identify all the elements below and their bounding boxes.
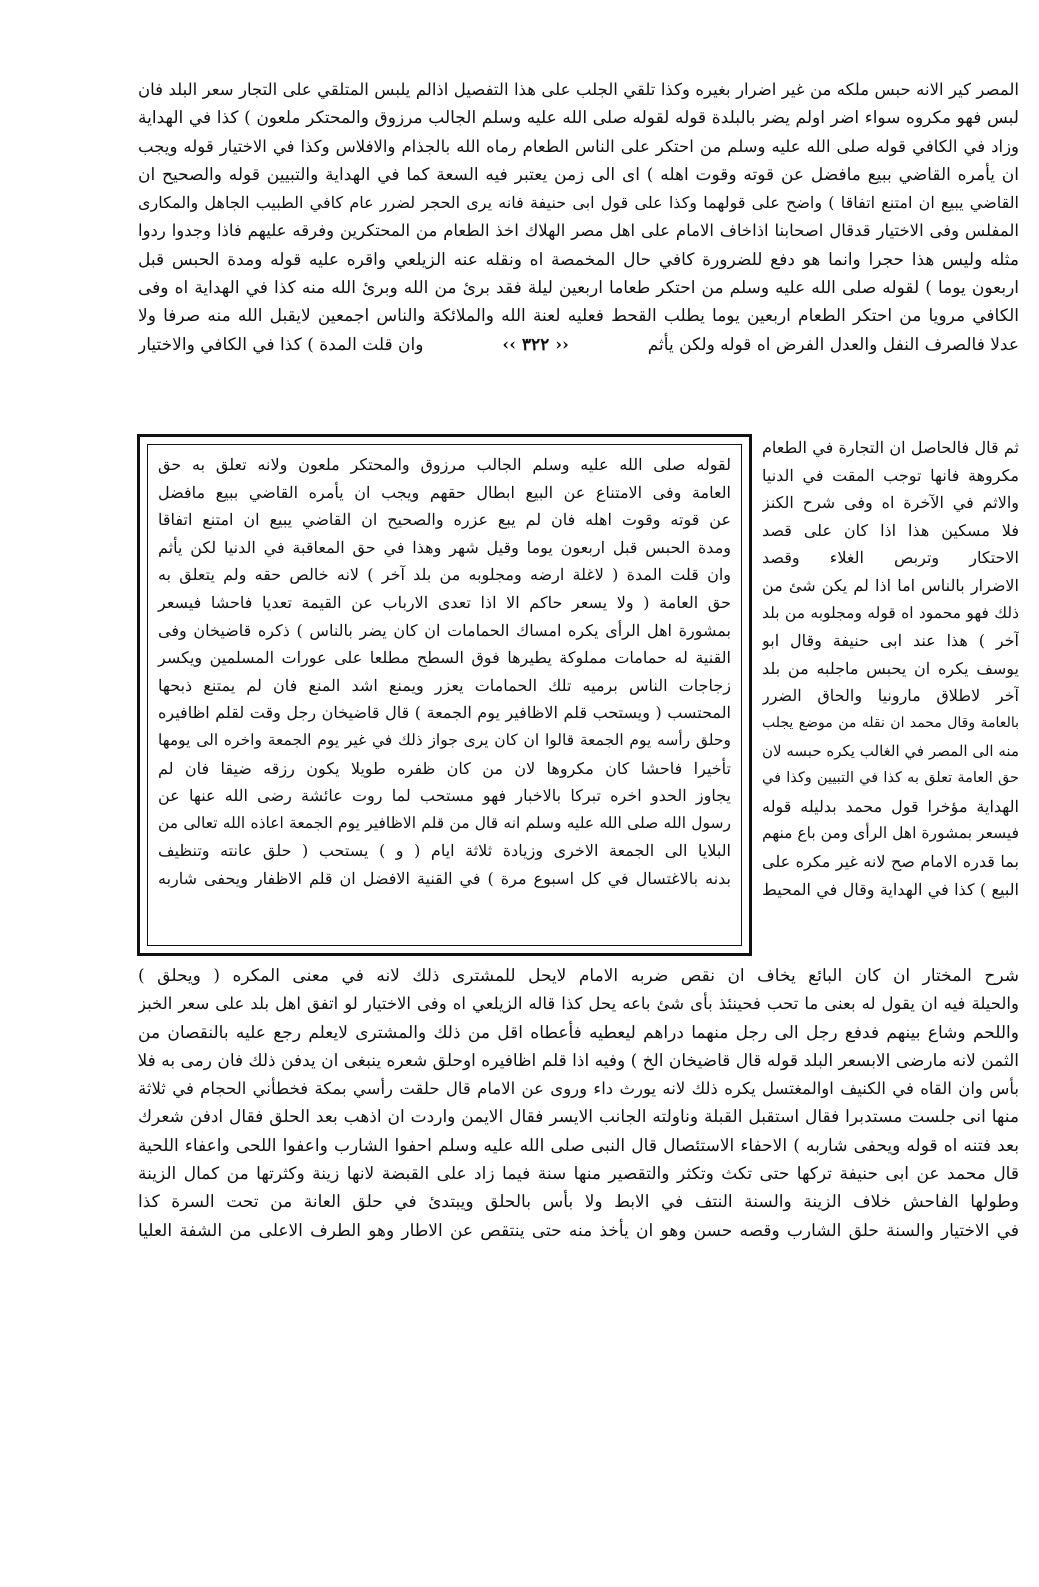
text-line: فلا مسكين هذا اذا كان على قصد	[762, 520, 1019, 540]
text-line: مكروهة فانها توجب المقت في الدنيا	[762, 465, 1019, 485]
header-left-text: وان قلت المدة ) كذا في الكافي والاختيار	[138, 334, 424, 355]
text-line: المفلس وفى الاختيار قدقال اصحابنا اذاخاف الامام على اهل مصر الهلاك اخذ الطعام من المحتكرين وفرقه عليهم فاذا وجدوا ردوا	[138, 221, 1019, 241]
text-line: بأس وان القاه في الكنيف اوالمغتسل يكره ذلك لانه يورث داء وروى عن الامام قال حلقت رأسي بمكة فخطأني الحجام في ثلاثة	[138, 1079, 1019, 1099]
text-line: الثمن لانه مارضى الابسعر البلد قوله قال قاضيخان الخ ) وفيه اذا قلم اظافيره اوحلق شعره ينبغى ان يدفن ذلك فان رمى به فلا	[138, 1050, 1019, 1071]
text-line: والاثم في الآخرة اه وفى شرح الكنز	[762, 493, 1019, 513]
text-line: العامة وفى الامتناع عن البيع ابطال حقهم ويجب ان يأمره القاضي ببيع مافضل	[158, 482, 731, 502]
text-line: القاضي يبيع ان امتنع اتفاقا ) واضح على قولهما وكذا على قول ابى حنيفة فانه يرى الحجر لضرر عام كافي الطبيب الجاهل والمكارى	[138, 193, 1019, 213]
text-line: لقوله صلى الله عليه وسلم الجالب مرزوق والمحتكر ملعون ولانه تعلق به حق	[158, 455, 731, 474]
page-header-line	[138, 331, 1019, 359]
text-line: البيع ) كذا في الهداية وقال في المحيط	[762, 879, 1019, 899]
main-text-frame	[137, 434, 752, 956]
text-line: بدنه بالاغتسال في كل اسبوع مرة ) في القنية الافضل ان قلم الاظفار ويحفى شاربه	[158, 868, 731, 888]
text-line: حق العامة ( ولا يسعر حاكم الا اذا تعدى الارباب عن القيمة تعديا فاحشا فيسعر	[158, 592, 731, 612]
text-line: شرح المختار ان كان البائع يخاف ان نقص ضربه الامام لايحل للمشترى ذلك لانه في معنى المكره ( ويحلق )	[138, 966, 1019, 986]
text-line: منها انى جلست مستدبرا فقال استقبل القبلة وناولته الجانب الايسر فقال الايمن واردت ان اذهب بعد الحلق فقال ادفن شعرك	[138, 1107, 1019, 1128]
text-line: آخر لاطلاق مارونيا والحاق الضرر	[762, 686, 1019, 706]
text-line: منه الى المصر في الغالب يكره حبسه لان	[762, 741, 1019, 760]
text-line: القنية له حمامات مملوكة يطيرها فوق السطح مطلعا على عورات المسلمين ويكسر	[158, 648, 731, 668]
text-line: الهداية مؤخرا قول محمد بدليله قوله	[762, 796, 1019, 816]
top-commentary-block	[138, 76, 1019, 359]
text-line: زجاجات الناس برميه تلك الحمامات يعزر ويمنع اشد المنع فان لم يمتنع ذبحها	[158, 675, 731, 695]
text-line: ان يأمره القاضي ببيع مافضل عن قوته وقوت اهله ) اى الى زمن يعتبر فيه السعة كما في الهداية والتبيين قوله والصحيح ان	[138, 164, 1019, 185]
main-text-block	[147, 444, 742, 946]
text-line: يجاوز الحدو اخره تبركا بالاخبار فهو مستحب لما روت عائشة رضى الله عنها عن	[158, 786, 731, 806]
text-line: فيسعر بمشورة اهل الرأى ومن باع منهم	[762, 824, 1019, 843]
header-right-text: عدلا فالصرف النفل والعدل الفرض اه قوله ولكن يأثم	[647, 334, 1019, 355]
text-line: بمشورة اهل الرأى يكره امساك الحمامات ان كان يضر بالناس ) ذكره قاضيخان وفى	[158, 620, 731, 640]
text-line: المحتسب ( ويستحب قلم الاظافير يوم الجمعة ) قال قاضيخان رجل وقت لقلم اظافيره	[158, 703, 732, 723]
text-line: لبس فهو مكروه سواء اضر اولم يضر بالبلدة قوله لقوله صلى الله عليه وسلم الجالب مرزوق والمحتكر ملعون ) كذا في الهداية	[138, 108, 1019, 129]
text-line: والحيلة فيه ان يقول له بعنى ما تحب فحينئذ بأى شئ باعه يحل كذا قاله الزيلعي اه وفى الاختيار لو اتفق اهل بلد على سعر الخبز	[138, 994, 1019, 1014]
side-commentary-column	[762, 434, 1019, 903]
text-line: اربعون يوما ) لقوله صلى الله عليه وسلم من احتكر طعاما اربعين ليلة فقد برئ من الله وبرئ الله منه كذا في الهداية اه وفى	[138, 278, 1019, 299]
text-line: بما قدره الامام صح لانه غير مكره على	[762, 851, 1019, 871]
text-line: يوسف يكره ان يحبس ماجلبه من بلد	[762, 658, 1019, 678]
text-line: البلايا الى الجمعة الاخرى وزيادة ثلاثة ايام ( و ) يستحب ( حلق عانته وتنظيف	[158, 841, 731, 861]
text-line: ثم قال فالحاصل ان التجارة في الطعام	[762, 438, 1019, 457]
text-line: عن قوته وقوت اهله فان لم يبع عزره والصحيح ان القاضي يبيع ان امتنع اتفاقا	[158, 510, 731, 530]
text-line: ومدة الحبس قبل اربعون يوما وقيل شهر وهذا في حق المعاقبة في الدنيا لكن يأثم	[158, 537, 731, 557]
page-number: ‹‹ ٣٢٢ ››	[502, 334, 569, 355]
text-line: الاضرار بالناس اما اذا لم يكن شئ من	[762, 575, 1019, 595]
text-line: تأخيرا فاحشا كان مكروها لان من كان ظفره طويلا يكون رزقه ضيقا فان لم	[158, 758, 731, 778]
text-line: حق العامة تعلق به كذا في التبيين وكذا في	[762, 770, 1019, 787]
text-line: آخر ) هذا عند ابى حنيفة وقال ابو	[762, 631, 1019, 651]
text-line: وطولها الفاحش خلاف الزينة والسنة النتف في الابط ولا بأس بالحلق ويبتدئ في حلق العانة من تحت السرة كذا	[138, 1192, 1019, 1213]
text-line: بالعامة وقال محمد ان نقله من موضع يجلب	[762, 714, 1019, 731]
text-line: في الاختيار والسنة حلق الشارب وقصه حسن وهو ان يأخذ منه حتى ينتقص عن الاطار وهو الطرف الاعلى من الشفة العليا	[138, 1220, 1019, 1241]
text-line: وزاد في الكافي قوله صلى الله عليه وسلم من احتكر على الناس الطعام رماه الله بالجذام والافلاس وكذا في الاختيار قوله ويجب	[138, 136, 1019, 156]
text-line: وان قلت المدة ( لاغلة ارضه ومجلوبه من بلد آخر ) لانه خالص حقه ولم يتعلق به	[158, 565, 731, 585]
text-line: قال محمد عن ابى حنيفة تركها حتى تكث وتكثر والتقصير منها سنة فيما زاد على القبضة لانها زينة وكثرتها من كمال الزينة	[138, 1164, 1019, 1185]
text-line: وحلق رأسه يوم الجمعة قالوا ان كان يرى جواز ذلك في غير يوم الجمعة واخره الى يومها	[158, 730, 731, 749]
text-line: رسول الله صلى الله عليه وسلم انه قال من قلم الاظافير يوم الجمعة اعاذه الله تعالى من	[158, 813, 731, 832]
text-line: المصر كير الانه حبس ملكه من غير اضرار بغيره وكذا تلقي الجلب على هذا التفصيل اذالم يلبس المتلقي على التجار سعر البلد فان	[138, 80, 1019, 99]
text-line: واللحم وشاع بينهم فدفع رجل الى رجل منهما دراهم ليعطيه فأعطاه اقل من ذلك والمشترى لايعلم رجع عليه بالنقصان من	[138, 1022, 1019, 1043]
text-line: بعد فتنه اه قوله ويحفى شاربه ) الاحفاء الاستئصال قال النبى صلى الله عليه وسلم احفوا الشارب واعفوا اللحى واعفاء اللحية	[138, 1135, 1019, 1156]
text-line: مثله وليس هذا حجرا وانما هو دفع للضرورة كافي حال المخمصة اه ونقله عنه الزيلعي واقره عليه قوله ومدة الحبس قبل	[138, 249, 1019, 270]
text-line: ذلك فهو محمود اه قوله ومجلوبه من بلد	[762, 603, 1019, 622]
text-line: الاحتكار وتربص الغلاء وقصد	[762, 548, 1019, 568]
text-line: الكافي مرويا من احتكر الطعام اربعين يوما يطلب القحط فعليه لعنة الله والملائكة والناس اجمعين لايقبل الله منه صرفا ولا	[138, 306, 1019, 327]
bottom-commentary-block	[138, 962, 1019, 1245]
